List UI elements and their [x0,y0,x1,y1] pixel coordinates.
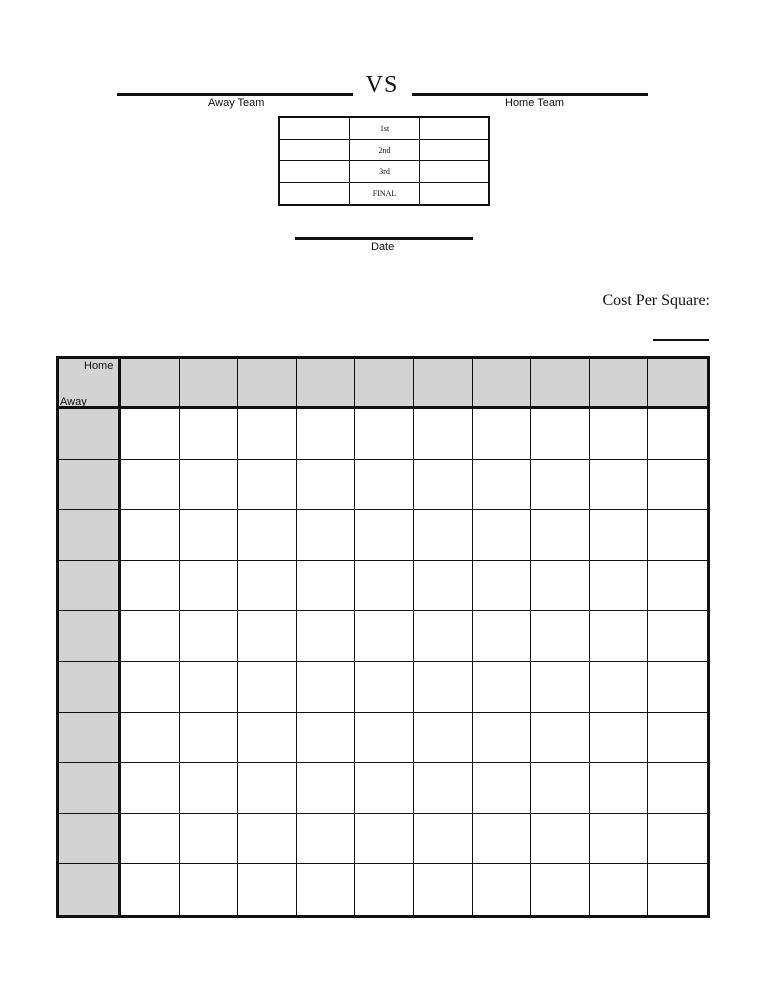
square-cell[interactable] [531,864,590,915]
home-score-cell[interactable] [420,140,488,161]
away-number-header[interactable] [59,611,121,662]
cost-per-square-label: Cost Per Square: [602,292,710,309]
square-cell[interactable] [648,662,707,713]
square-cell[interactable] [180,763,239,814]
square-cell[interactable] [121,561,180,612]
date-label: Date [371,241,395,253]
square-cell[interactable] [355,713,414,764]
square-cell[interactable] [121,763,180,814]
away-number-header[interactable] [59,510,121,561]
square-cell[interactable] [531,510,590,561]
square-cell[interactable] [297,510,356,561]
square-cell[interactable] [473,561,532,612]
square-cell[interactable] [355,510,414,561]
square-cell[interactable] [531,662,590,713]
away-team-line [117,93,353,96]
square-cell[interactable] [648,814,707,865]
square-cell[interactable] [297,864,356,915]
square-cell[interactable] [121,510,180,561]
away-score-cell[interactable] [280,161,350,182]
score-table [278,116,490,206]
home-number-header[interactable] [473,359,532,409]
away-number-header[interactable] [59,409,121,460]
away-team-label: Away Team [208,97,265,109]
square-cell[interactable] [590,611,649,662]
square-cell[interactable] [180,814,239,865]
square-cell[interactable] [297,561,356,612]
square-cell[interactable] [590,662,649,713]
square-cell[interactable] [238,713,297,764]
square-cell[interactable] [297,409,356,460]
home-number-header[interactable] [414,359,473,409]
square-cell[interactable] [414,713,473,764]
score-row [280,183,488,205]
square-cell[interactable] [648,460,707,511]
square-cell[interactable] [531,763,590,814]
squares-grid [56,356,710,918]
square-cell[interactable] [590,864,649,915]
square-cell[interactable] [531,814,590,865]
square-cell[interactable] [590,510,649,561]
square-cell[interactable] [531,460,590,511]
square-cell[interactable] [590,814,649,865]
home-number-header[interactable] [355,359,414,409]
square-cell[interactable] [121,460,180,511]
square-cell[interactable] [414,510,473,561]
square-cell[interactable] [121,611,180,662]
period-label: 3rd [350,161,420,182]
square-cell[interactable] [414,864,473,915]
away-score-cell[interactable] [280,140,350,161]
away-number-header[interactable] [59,713,121,764]
square-cell[interactable] [121,713,180,764]
square-cell[interactable] [590,713,649,764]
square-cell[interactable] [355,864,414,915]
home-team-label: Home Team [505,97,565,109]
square-cell[interactable] [473,763,532,814]
score-row [280,140,488,162]
square-cell[interactable] [473,814,532,865]
square-cell[interactable] [355,814,414,865]
square-cell[interactable] [648,409,707,460]
period-label: 2nd [350,140,420,161]
away-number-header[interactable] [59,763,121,814]
square-cell[interactable] [121,662,180,713]
away-score-cell[interactable] [280,118,350,139]
square-cell[interactable] [414,611,473,662]
square-cell[interactable] [355,763,414,814]
square-cell[interactable] [297,611,356,662]
square-cell[interactable] [180,662,239,713]
home-team-line [412,93,648,96]
away-number-header[interactable] [59,460,121,511]
square-cell[interactable] [531,611,590,662]
home-score-cell[interactable] [420,161,488,182]
square-cell[interactable] [297,763,356,814]
square-cell[interactable] [473,713,532,764]
date-line [295,237,473,240]
square-cell[interactable] [238,662,297,713]
square-cell[interactable] [473,611,532,662]
square-cell[interactable] [238,561,297,612]
square-cell[interactable] [238,460,297,511]
home-score-cell[interactable] [420,118,488,139]
square-cell[interactable] [355,662,414,713]
square-cell[interactable] [590,763,649,814]
square-cell[interactable] [473,662,532,713]
square-cell[interactable] [648,864,707,915]
home-number-header[interactable] [648,359,707,409]
home-number-header[interactable] [531,359,590,409]
square-cell[interactable] [180,409,239,460]
square-cell[interactable] [355,561,414,612]
vs-text: VS [365,72,399,98]
square-cell[interactable] [473,460,532,511]
square-cell[interactable] [414,763,473,814]
square-cell[interactable] [121,409,180,460]
square-cell[interactable] [297,460,356,511]
square-cell[interactable] [297,814,356,865]
square-cell[interactable] [590,561,649,612]
square-cell[interactable] [648,611,707,662]
away-number-header[interactable] [59,814,121,865]
square-cell[interactable] [180,460,239,511]
square-cell[interactable] [180,864,239,915]
square-cell[interactable] [473,864,532,915]
square-cell[interactable] [414,814,473,865]
square-cell[interactable] [531,561,590,612]
square-cell[interactable] [238,611,297,662]
home-score-cell[interactable] [420,183,488,205]
square-cell[interactable] [355,611,414,662]
square-cell[interactable] [297,713,356,764]
square-cell[interactable] [355,409,414,460]
square-cell[interactable] [238,510,297,561]
square-cell[interactable] [355,460,414,511]
away-score-cell[interactable] [280,183,350,205]
home-number-header[interactable] [121,359,180,409]
square-cell[interactable] [238,814,297,865]
square-cell[interactable] [180,510,239,561]
square-cell[interactable] [414,460,473,511]
square-cell[interactable] [648,510,707,561]
away-number-header[interactable] [59,864,121,915]
square-cell[interactable] [238,864,297,915]
cost-per-square-line [653,339,709,341]
period-label: FINAL [350,183,420,205]
square-cell[interactable] [648,561,707,612]
period-label: 1st [350,118,420,139]
square-cell[interactable] [648,713,707,764]
square-cell[interactable] [531,713,590,764]
corner-away-label: Away [60,396,87,408]
home-number-header[interactable] [297,359,356,409]
home-number-header[interactable] [590,359,649,409]
square-cell[interactable] [121,864,180,915]
square-cell[interactable] [414,409,473,460]
square-cell[interactable] [473,409,532,460]
away-number-header[interactable] [59,561,121,612]
away-number-header[interactable] [59,662,121,713]
square-cell[interactable] [297,662,356,713]
home-number-header[interactable] [238,359,297,409]
square-cell[interactable] [414,662,473,713]
square-cell[interactable] [414,561,473,612]
square-cell[interactable] [238,763,297,814]
square-cell[interactable] [531,409,590,460]
square-cell[interactable] [180,611,239,662]
square-cell[interactable] [180,713,239,764]
corner-home-label: Home [84,360,114,372]
square-cell[interactable] [648,763,707,814]
square-cell[interactable] [238,409,297,460]
home-number-header[interactable] [180,359,239,409]
square-cell[interactable] [590,409,649,460]
square-cell[interactable] [121,814,180,865]
square-cell[interactable] [473,510,532,561]
score-row [280,161,488,183]
square-cell[interactable] [590,460,649,511]
score-row [280,118,488,140]
square-cell[interactable] [180,561,239,612]
